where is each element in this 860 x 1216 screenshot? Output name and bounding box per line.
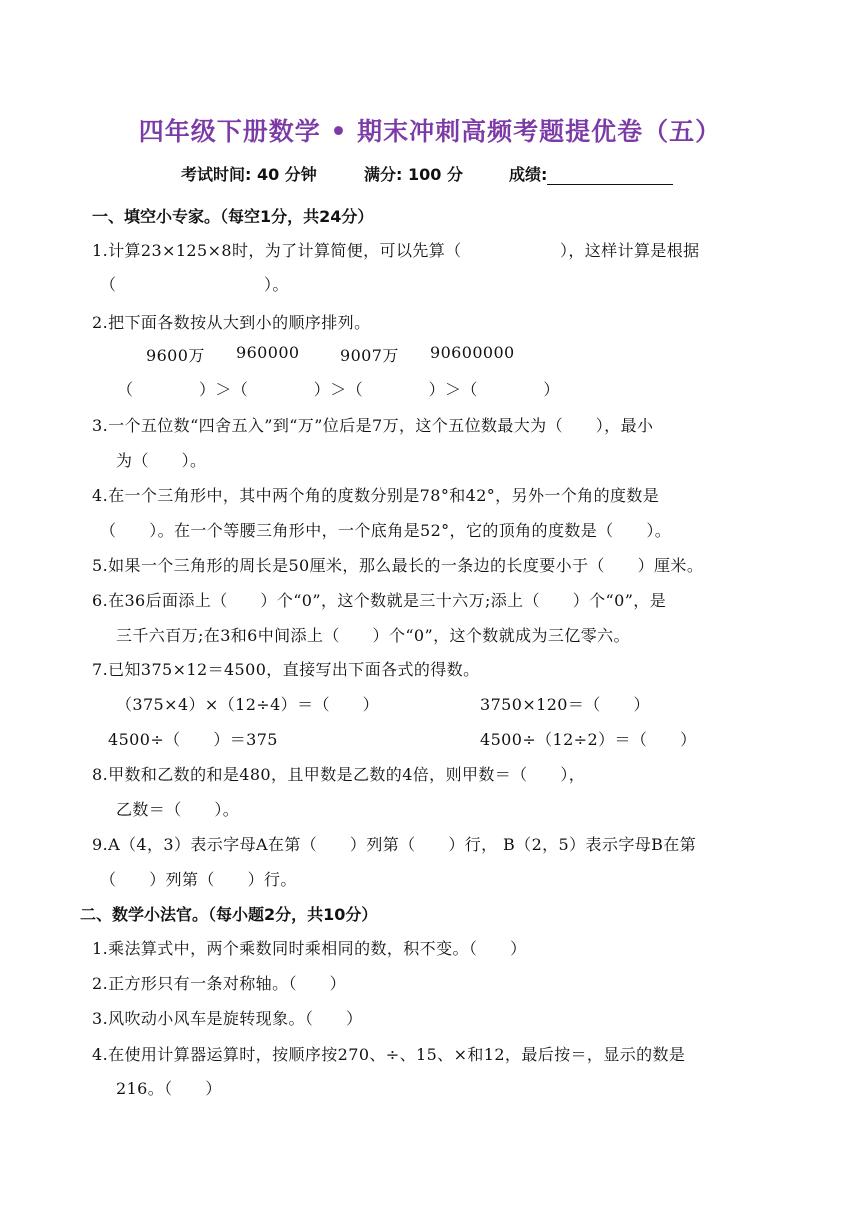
q6-line1: 6.在36后面添上（ ）个“0”，这个数就是三十六万;添上（ ）个“0”，是 bbox=[92, 591, 667, 610]
q8-line2: 乙数＝（ ）。 bbox=[116, 800, 240, 819]
q5-line: 5.如果一个三角形的周长是50厘米，那么最长的一条边的长度要小于（ ）厘米。 bbox=[92, 556, 704, 575]
q7-expr-b: 3750×120＝（ ） bbox=[480, 695, 650, 714]
q2-num-1: 9600万 bbox=[146, 346, 205, 365]
score-blank bbox=[547, 170, 673, 185]
q9-line1: 9.A（4，3）表示字母A在第（ ）列第（ ）行， B（2，5）表示字母B在第 bbox=[92, 835, 697, 854]
q7-expr-a: （375×4）×（12÷4）＝（ ） bbox=[116, 695, 380, 714]
q1-line1: 1.计算23×125×8时，为了计算简便，可以先算（ ），这样计算是根据 bbox=[92, 241, 700, 260]
section2-heading: 二、数学小法官。（每小题2分，共10分） bbox=[80, 905, 378, 924]
q2-num-4: 90600000 bbox=[430, 343, 515, 362]
q9-line2: （ ）列第（ ）行。 bbox=[100, 870, 297, 889]
q2-stem: 2.把下面各数按从大到小的顺序排列。 bbox=[92, 313, 371, 332]
q2-num-2: 960000 bbox=[236, 343, 300, 362]
s2-q4-line2: 216。（ ） bbox=[116, 1079, 222, 1098]
q4-line2: （ ）。在一个等腰三角形中，一个底角是52°，它的顶角的度数是（ ）。 bbox=[100, 521, 672, 540]
full-score: 满分: 100 分 bbox=[364, 165, 463, 184]
s2-q4-line1: 4.在使用计算器运算时，按顺序按270、÷、15、×和12，最后按＝，显示的数是 bbox=[92, 1045, 686, 1064]
q2-num-3: 9007万 bbox=[340, 346, 399, 365]
score-field bbox=[509, 162, 673, 185]
s2-q3: 3.风吹动小风车是旋转现象。（ ） bbox=[92, 1009, 363, 1028]
q7-expr-c: 4500÷（ ）＝375 bbox=[108, 730, 278, 749]
q4-line1: 4.在一个三角形中，其中两个角的度数分别是78°和42°，另外一个角的度数是 bbox=[92, 486, 660, 505]
score-label: 成绩: bbox=[509, 165, 548, 184]
s2-q1: 1.乘法算式中，两个乘数同时乘相同的数，积不变。（ ） bbox=[92, 939, 527, 958]
q7-stem: 7.已知375×12＝4500，直接写出下面各式的得数。 bbox=[92, 660, 480, 679]
q8-line1: 8.甲数和乙数的和是480，且甲数是乙数的4倍，则甲数＝（ ）， bbox=[92, 765, 586, 784]
q3-line1: 3.一个五位数“四舍五入”到“万”位后是7万，这个五位数最大为（ ），最小 bbox=[92, 416, 654, 435]
section1-heading: 一、填空小专家。（每空1分，共24分） bbox=[92, 207, 374, 226]
exam-time: 考试时间: 40 分钟 bbox=[181, 165, 317, 184]
q3-line2: 为（ ）。 bbox=[116, 451, 207, 470]
q6-line2: 三千六百万;在3和6中间添上（ ）个“0”，这个数就成为三亿零六。 bbox=[116, 626, 630, 645]
q7-expr-d: 4500÷（12÷2）＝（ ） bbox=[480, 730, 697, 749]
s2-q2: 2.正方形只有一条对称轴。（ ） bbox=[92, 974, 347, 993]
q2-order: （ ）＞（ ）＞（ ）＞（ ） bbox=[117, 380, 560, 399]
q1-line2: （ ）。 bbox=[100, 275, 289, 294]
page-title: 四年级下册数学 • 期末冲刺高频考题提优卷（五） bbox=[138, 117, 722, 146]
